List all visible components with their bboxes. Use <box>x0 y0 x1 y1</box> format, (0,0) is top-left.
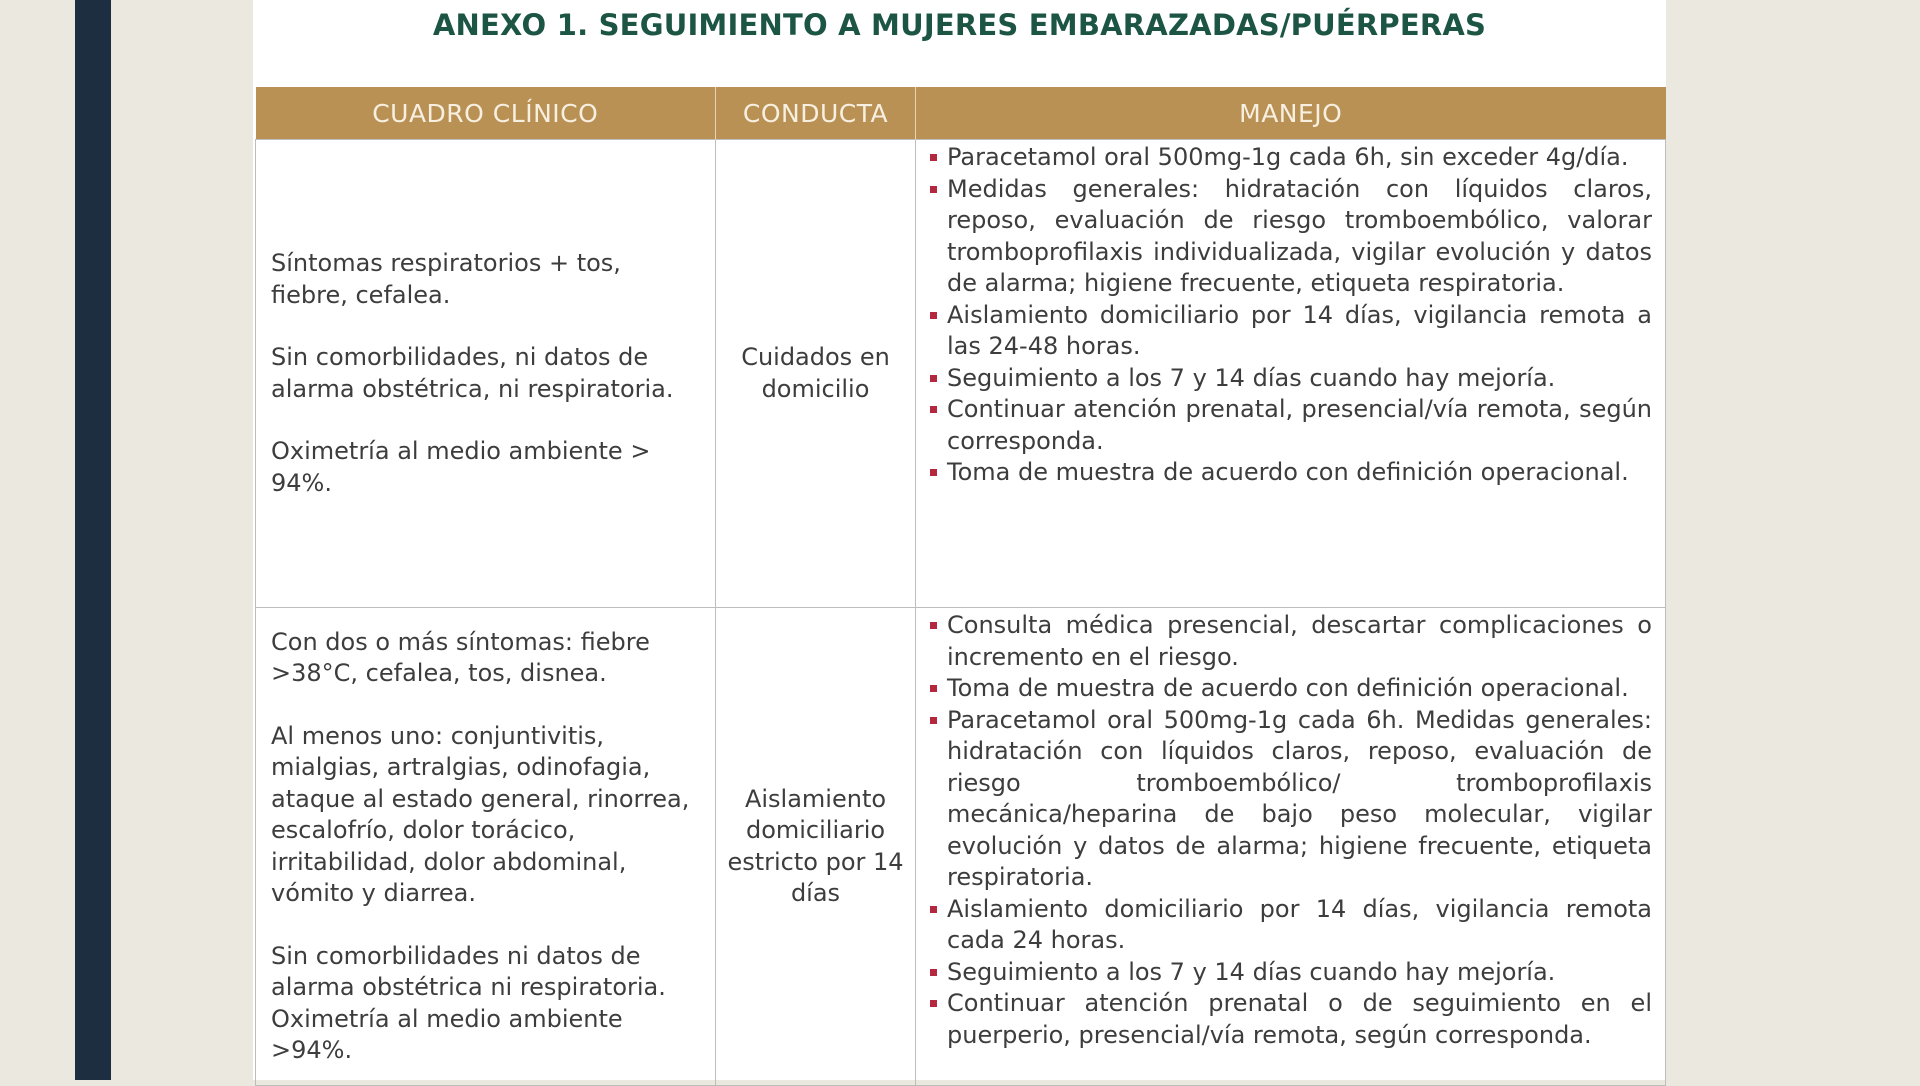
manejo-item <box>930 174 1652 300</box>
manejo-item-text: Paracetamol oral 500mg-1g cada 6h. Medidas generales: hidratación con líquidos claros, reposo, evaluación de riesgo tromboembólico/ tromboprofilaxis mecánica/heparina de bajo peso molecular, vigilar evolución y datos de alarma; higiene frecuente, etiqueta respiratoria. <box>947 705 1652 891</box>
document-page <box>253 0 1666 1080</box>
bullet-icon <box>930 406 937 413</box>
bullet-icon <box>930 186 937 193</box>
header-cuadro-clinico: CUADRO CLÍNICO <box>256 87 716 140</box>
table-row <box>256 608 1666 1086</box>
manejo-item-text: Aislamiento domiciliario por 14 días, vigilancia remota cada 24 horas. <box>947 894 1652 954</box>
bullet-icon <box>930 312 937 319</box>
cuadro-paragraph: Oximetría al medio ambiente > 94%. <box>271 437 651 497</box>
bullet-icon <box>930 154 937 161</box>
table-header-row <box>256 87 1666 140</box>
manejo-item <box>930 894 1652 957</box>
manejo-item <box>930 300 1652 363</box>
header-manejo: MANEJO <box>916 87 1666 140</box>
manejo-item <box>930 394 1652 457</box>
manejo-item <box>930 988 1652 1051</box>
manejo-item <box>930 705 1652 894</box>
bullet-icon <box>930 685 937 692</box>
page-title: ANEXO 1. SEGUIMIENTO A MUJERES EMBARAZADAS/PUÉRPERAS <box>432 8 1487 42</box>
manejo-list <box>930 142 1652 489</box>
manejo-item-text: Continuar atención prenatal, presencial/vía remota, según corresponda. <box>947 395 1652 455</box>
manejo-item-text: Paracetamol oral 500mg-1g cada 6h, sin exceder 4g/día. <box>947 143 1629 171</box>
cuadro-clinico-cell <box>256 140 716 608</box>
manejo-item-text: Continuar atención prenatal o de seguimiento en el puerperio, presencial/vía remota, según corresponda. <box>947 989 1652 1049</box>
manejo-cell <box>916 608 1666 1086</box>
bullet-icon <box>930 622 937 629</box>
header-conducta: CONDUCTA <box>716 87 916 140</box>
manejo-item <box>930 457 1652 489</box>
bullet-icon <box>930 717 937 724</box>
cuadro-paragraph: Sin comorbilidades, ni datos de alarma obstétrica, ni respiratoria. <box>271 343 674 403</box>
manejo-cell <box>916 140 1666 608</box>
cuadro-paragraph: Al menos uno: conjuntivitis, mialgias, artralgias, odinofagia, ataque al estado general, rinorrea, escalofrío, dolor torácico, irritabilidad, dolor abdominal, vómito y diarrea. <box>271 721 690 907</box>
bullet-icon <box>930 375 937 382</box>
cuadro-paragraph: Sin comorbilidades ni datos de alarma obstétrica ni respiratoria. <box>271 941 666 1001</box>
manejo-item <box>930 673 1652 705</box>
bullet-icon <box>930 1000 937 1007</box>
conducta-cell: Aislamiento domiciliario estricto por 14 días <box>716 608 916 1086</box>
manejo-item-text: Seguimiento a los 7 y 14 días cuando hay mejoría. <box>947 363 1556 392</box>
cuadro-paragraph: Con dos o más síntomas: fiebre >38°C, cefalea, tos, disnea. <box>271 627 650 687</box>
manejo-list <box>930 610 1652 1051</box>
conducta-cell: Cuidados en domicilio <box>716 140 916 608</box>
manejo-item-text: Aislamiento domiciliario por 14 días, vigilancia remota a las 24-48 horas. <box>947 300 1652 360</box>
cuadro-paragraph: Oximetría al medio ambiente >94%. <box>271 1004 623 1064</box>
cuadro-paragraph: Síntomas respiratorios + tos, fiebre, cefalea. <box>271 249 621 309</box>
manejo-item <box>930 363 1652 395</box>
manejo-item <box>930 610 1652 673</box>
bullet-icon <box>930 906 937 913</box>
manejo-item-text: Seguimiento a los 7 y 14 días cuando hay mejoría. <box>947 957 1556 986</box>
annex-table <box>255 87 1666 1086</box>
manejo-item-text: Toma de muestra de acuerdo con definición operacional. <box>947 674 1629 702</box>
bullet-icon <box>930 969 937 976</box>
bullet-icon <box>930 469 937 476</box>
left-accent-bar <box>75 0 111 1080</box>
table-row <box>256 140 1666 608</box>
cuadro-clinico-cell <box>256 608 716 1086</box>
manejo-item-text: Consulta médica presencial, descartar complicaciones o incremento en el riesgo. <box>947 611 1652 671</box>
manejo-item-text: Medidas generales: hidratación con líquidos claros, reposo, evaluación de riesgo tromboembólico, valorar tromboprofilaxis individualizada, vigilar evolución y datos de alarma; higiene frecuente, etiqueta respiratoria. <box>947 174 1652 297</box>
manejo-item <box>930 142 1652 174</box>
manejo-item-text: Toma de muestra de acuerdo con definición operacional. <box>947 458 1629 486</box>
manejo-item <box>930 957 1652 989</box>
